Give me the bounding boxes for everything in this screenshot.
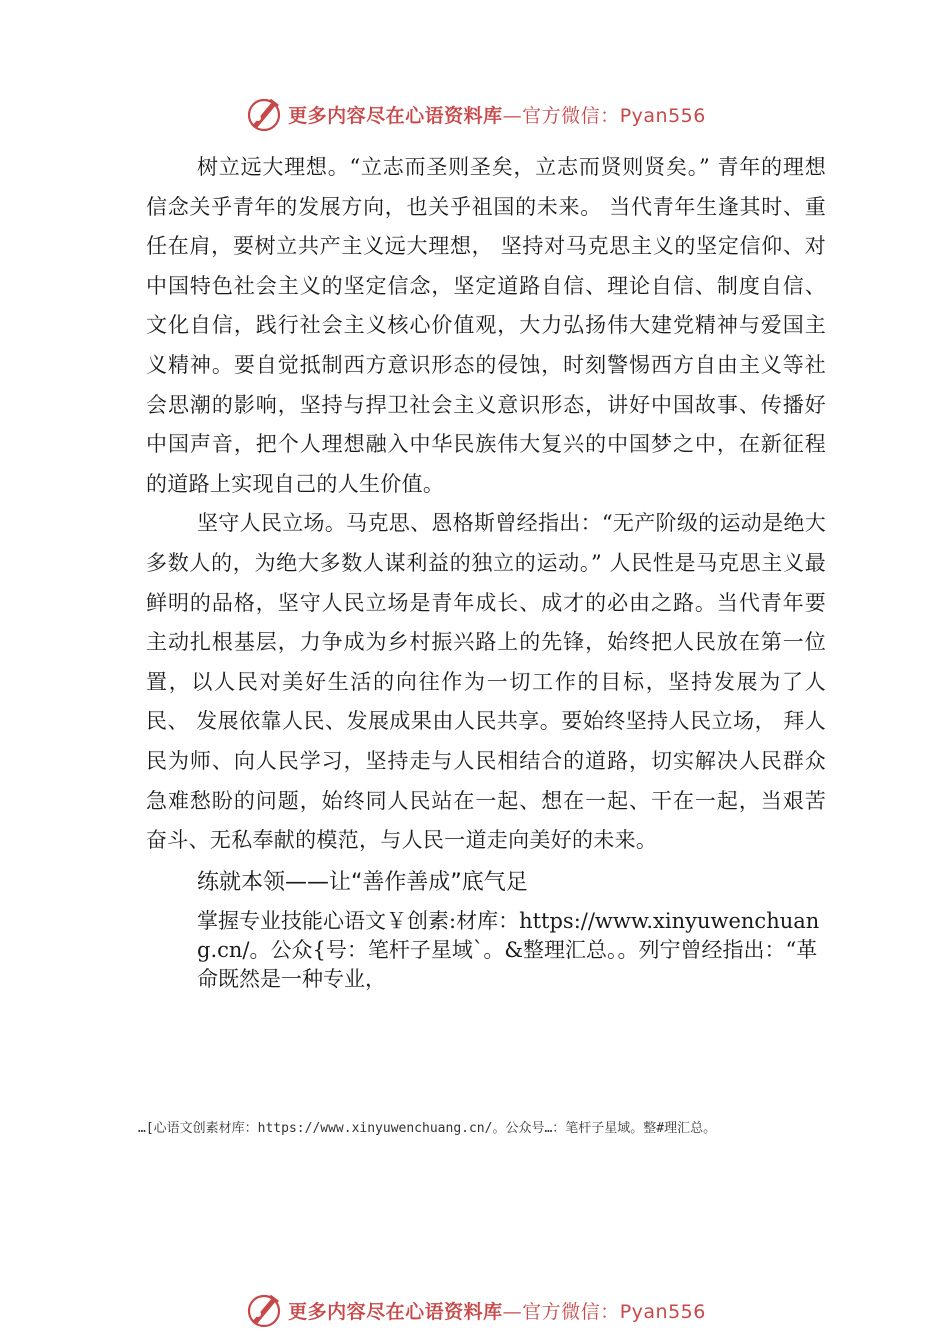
banner-library-name: 更多内容尽在心语资料库 xyxy=(288,1300,503,1323)
paragraph-ideals: 树立远大理想。“立志而圣则圣矣，立志而贤则贤矣。” 青年的理想信念关乎青年的发展方向，也关乎祖国的未来。 当代青年生逢其时、重任在肩，要树立共产主义远大理想， 坚持对马克思主义的坚定信仰、对中国特色社会主义的坚定信念，坚定道路自信、理论自信、制度自信、文化自信，践行社会主义核心价值观，大力弘扬伟大建党精神与爱国主义精神。要自觉抵制西方意识形态的侵蚀，时刻警惕西方自由主义等社会思潮的影响，坚持与捍卫社会主义意识形态，讲好中国故事、传播好中国声音，把个人理想融入中华民族伟大复兴的中国梦之中，在新征程的道路上实现自己的人生价值。 xyxy=(146,155,826,496)
banner-text xyxy=(288,1297,706,1324)
footer-banner xyxy=(0,1290,950,1330)
banner-wechat-label: —官方微信： xyxy=(502,1300,620,1323)
footnote: …[心语文创素材库：https://www.xinyuwenchuang.cn/。公众号…：笔杆子星域。整#理汇总。 xyxy=(138,1121,717,1136)
banner-wechat-label: —官方微信： xyxy=(502,104,620,127)
paragraph-people-stance: 坚守人民立场。马克思、恩格斯曾经指出：“无产阶级的运动是绝大多数人的，为绝大多数人谋利益的独立的运动。” 人民性是马克思主义最鲜明的品格，坚守人民立场是青年成长、成才的必由之路。当代青年要主动扎根基层，力争成为乡村振兴路上的先锋，始终把人民放在第一位置，以人民对美好生活的向往作为一切工作的目标，坚持发展为了人民、 发展依靠人民、发展成果由人民共享。要始终坚持人民立场， 拜人民为师、向人民学习，坚持走与人民相结合的道路，切实解决人民群众急难愁盼的问题，始终同人民站在一起、想在一起、干在一起，当艰苦奋斗、无私奉献的模范，与人民一道走向美好的未来。 xyxy=(146,511,826,853)
banner-wechat-id: Pyan556 xyxy=(619,104,706,127)
document-body xyxy=(146,148,826,994)
banner-wechat-id: Pyan556 xyxy=(619,1300,706,1323)
header-banner xyxy=(0,94,950,134)
pen-logo-icon xyxy=(244,94,284,134)
banner-library-name: 更多内容尽在心语资料库 xyxy=(288,104,503,127)
paragraph-skills: 掌握专业技能心语文￥创素:材库：https://www.xinyuwenchuang.cn/。公众{号：笔杆子星域`。&整理汇总。。列宁曾经指出：“革命既然是一种专业， xyxy=(197,908,820,991)
banner-text xyxy=(288,101,706,128)
pen-logo-icon xyxy=(244,1290,284,1330)
section-heading: 练就本领——让“善作善成”底气足 xyxy=(197,869,528,895)
